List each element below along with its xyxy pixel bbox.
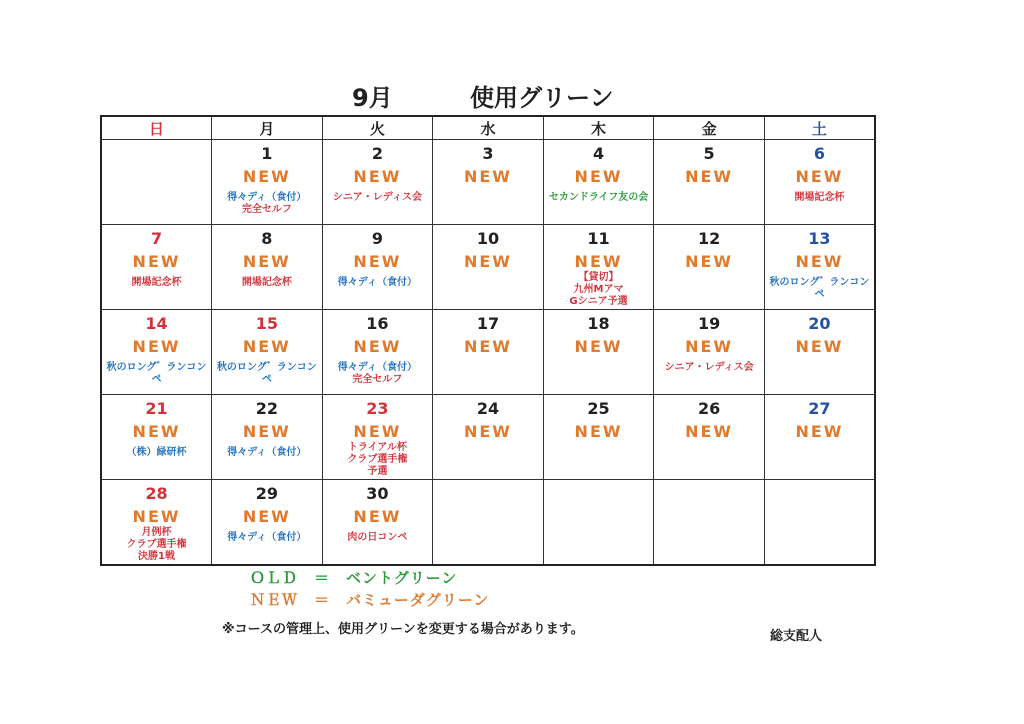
day-number: 11 xyxy=(587,229,610,248)
event-label: 得々ディ（食付） xyxy=(337,277,417,288)
green-type: NEW xyxy=(242,507,291,526)
event-label: 秋のロング゛ランコンペ xyxy=(216,362,317,385)
day-cell xyxy=(322,225,433,310)
day-number: 18 xyxy=(587,314,610,333)
weekday-mon: 月 xyxy=(212,116,323,140)
week-row xyxy=(101,480,875,566)
weekday-sun: 日 xyxy=(101,116,212,140)
day-number: 19 xyxy=(697,314,721,333)
week-row xyxy=(101,395,875,480)
event-label: シニア・レディス会 xyxy=(664,362,754,373)
day-number: 10 xyxy=(476,229,500,248)
green-type: NEW xyxy=(795,422,844,441)
day-number: 8 xyxy=(261,229,273,248)
event-label: 開場記念杯 xyxy=(794,192,845,203)
day-number: 5 xyxy=(703,144,715,163)
week-row xyxy=(101,140,875,225)
day-number: 24 xyxy=(476,399,500,418)
day-number: 16 xyxy=(366,314,389,333)
green-type: NEW xyxy=(685,422,734,441)
day-cell xyxy=(101,310,212,395)
event-label: 予選 xyxy=(367,466,388,477)
day-number: 6 xyxy=(813,144,825,163)
green-type: NEW xyxy=(132,422,181,441)
week-row xyxy=(101,310,875,395)
empty-day-cell xyxy=(101,140,212,225)
empty-day-cell xyxy=(543,480,654,566)
green-type: NEW xyxy=(685,167,734,186)
green-type: NEW xyxy=(353,252,402,271)
day-cell xyxy=(322,140,433,225)
day-number: 1 xyxy=(261,144,273,163)
green-type: NEW xyxy=(353,337,402,356)
day-cell xyxy=(654,225,765,310)
signature: 総支配人 xyxy=(770,629,823,644)
day-number: 15 xyxy=(255,314,278,333)
day-cell xyxy=(322,310,433,395)
day-number: 27 xyxy=(808,399,831,418)
weekday-thu: 木 xyxy=(543,116,654,140)
event-label: クラブ選手権 xyxy=(126,539,187,550)
day-number: 23 xyxy=(366,399,389,418)
day-cell xyxy=(433,395,544,480)
green-type: NEW xyxy=(463,252,512,271)
event-label: 得々ディ（食付） xyxy=(227,532,307,543)
event-label: 【貸切】 xyxy=(578,272,619,283)
green-type: NEW xyxy=(242,422,291,441)
green-type: NEW xyxy=(463,337,512,356)
weekday-tue: 火 xyxy=(322,116,433,140)
day-cell xyxy=(212,310,323,395)
green-type: NEW xyxy=(463,422,512,441)
day-cell xyxy=(212,480,323,566)
event-label: 得々ディ（食付） xyxy=(227,192,307,203)
event-label: 開場記念杯 xyxy=(131,277,182,288)
event-label: 完全セルフ xyxy=(352,374,403,385)
event-label: Gシニア予選 xyxy=(569,296,628,307)
event-label: 月例杯 xyxy=(141,527,172,538)
event-label: 得々ディ（食付） xyxy=(337,362,417,373)
day-cell xyxy=(212,225,323,310)
day-number: 30 xyxy=(366,484,389,503)
event-label: 秋のロング゛ランコンペ xyxy=(106,362,207,385)
day-cell xyxy=(764,140,875,225)
legend-new: ＮＥＷ ＝ バミューダグリーン xyxy=(250,591,490,609)
day-cell xyxy=(654,140,765,225)
green-type: NEW xyxy=(574,252,623,271)
green-type: NEW xyxy=(685,337,734,356)
green-type: NEW xyxy=(795,252,844,271)
day-number: 25 xyxy=(587,399,610,418)
empty-day-cell xyxy=(654,480,765,566)
day-number: 2 xyxy=(371,144,383,163)
page-title: 使用グリーン xyxy=(470,84,614,112)
weekday-wed: 水 xyxy=(433,116,544,140)
day-cell xyxy=(764,395,875,480)
day-number: 7 xyxy=(150,229,163,248)
event-label: 決勝1戦 xyxy=(138,551,176,562)
event-label: トライアル杯 xyxy=(347,442,407,453)
event-label: 完全セルフ xyxy=(241,204,292,215)
green-type: NEW xyxy=(353,167,402,186)
event-label: 開場記念杯 xyxy=(241,277,292,288)
green-type: NEW xyxy=(242,337,291,356)
event-label: シニア・レディス会 xyxy=(332,192,422,203)
event-label: 秋のロング゛ランコンペ xyxy=(769,277,870,300)
day-number: 9 xyxy=(371,229,383,248)
day-number: 21 xyxy=(145,399,168,418)
day-cell xyxy=(654,310,765,395)
green-type: NEW xyxy=(463,167,512,186)
green-type: NEW xyxy=(132,337,181,356)
month-label: 9月 xyxy=(352,84,393,112)
event-label: （株）緑研杯 xyxy=(126,447,187,458)
day-number: 12 xyxy=(697,229,721,248)
notice-text: ※コースの管理上、使用グリーンを変更する場合があります。 xyxy=(222,622,584,637)
event-label: 得々ディ（食付） xyxy=(227,447,307,458)
day-cell xyxy=(212,395,323,480)
day-cell xyxy=(101,480,212,566)
green-type: NEW xyxy=(353,422,402,441)
event-label: セカンドライフ友の会 xyxy=(548,192,649,203)
weekday-fri: 金 xyxy=(654,116,765,140)
day-cell xyxy=(322,395,433,480)
day-cell xyxy=(101,395,212,480)
green-type: NEW xyxy=(574,337,623,356)
day-cell xyxy=(322,480,433,566)
event-label: 肉の日コンペ xyxy=(347,532,408,543)
calendar-title xyxy=(0,78,1024,110)
day-cell xyxy=(764,310,875,395)
green-type: NEW xyxy=(795,337,844,356)
green-type: NEW xyxy=(795,167,844,186)
day-cell xyxy=(433,225,544,310)
day-cell xyxy=(433,310,544,395)
day-number: 14 xyxy=(145,314,168,333)
empty-day-cell xyxy=(433,480,544,566)
day-number: 26 xyxy=(697,399,721,418)
green-type: NEW xyxy=(242,252,291,271)
green-type: NEW xyxy=(132,252,181,271)
green-type: NEW xyxy=(574,422,623,441)
weekday-sat: 土 xyxy=(764,116,875,140)
day-cell xyxy=(101,225,212,310)
day-number: 22 xyxy=(255,399,278,418)
day-cell xyxy=(433,140,544,225)
event-label: クラブ選手権 xyxy=(347,454,408,465)
day-cell xyxy=(543,140,654,225)
empty-day-cell xyxy=(764,480,875,566)
day-number: 17 xyxy=(476,314,500,333)
day-number: 29 xyxy=(255,484,278,503)
day-cell xyxy=(764,225,875,310)
day-cell xyxy=(654,395,765,480)
day-cell xyxy=(543,225,654,310)
green-usage-calendar xyxy=(100,115,876,566)
event-label: 九州Mアマ xyxy=(573,284,624,295)
day-cell xyxy=(543,310,654,395)
day-number: 3 xyxy=(482,144,494,163)
green-type: NEW xyxy=(132,507,181,526)
week-row xyxy=(101,225,875,310)
day-number: 13 xyxy=(808,229,831,248)
legend-old: ＯＬＤ ＝ ベントグリーン xyxy=(250,569,458,587)
day-number: 20 xyxy=(808,314,831,333)
day-number: 4 xyxy=(592,144,605,163)
green-type: NEW xyxy=(353,507,402,526)
green-type: NEW xyxy=(685,252,734,271)
green-type: NEW xyxy=(242,167,291,186)
day-cell xyxy=(543,395,654,480)
green-type: NEW xyxy=(574,167,623,186)
day-number: 28 xyxy=(145,484,168,503)
day-cell xyxy=(212,140,323,225)
weekday-header-row xyxy=(101,116,875,140)
